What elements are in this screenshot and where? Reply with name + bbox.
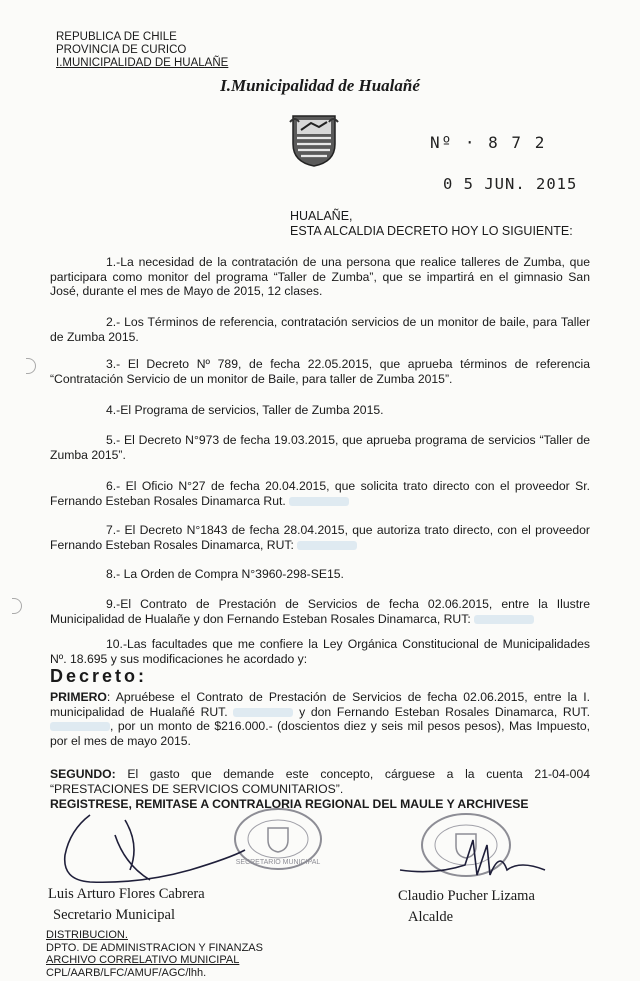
- consideration-10: 10.-Las facultades que me confiere la Ley Orgánica Constitucional de Municipalidades Nº. 18.695 y sus modificaciones he acordado y:: [50, 637, 590, 666]
- header-country: REPUBLICA DE CHILE: [56, 31, 177, 43]
- redacted-rut: [50, 722, 110, 731]
- consideration-4: 4.-El Programa de servicios, Taller de Zumba 2015.: [106, 403, 384, 417]
- punch-hole-mark: [12, 598, 22, 614]
- header-province: PROVINCIA DE CURICO: [56, 44, 187, 56]
- redacted-rut: [233, 708, 293, 717]
- consideration-7: 7.- El Decreto N°1843 de fecha 28.04.2015, que autoriza trato directo, con el proveedor Fernando Esteban Rosales Dinamarca, RUT:: [50, 523, 590, 552]
- decree-number: Nº · 8 7 2: [430, 133, 547, 152]
- consideration-5: 5.- El Decreto N°973 de fecha 19.03.2015, que aprueba programa de servicios “Taller de Zumba 2015”.: [50, 433, 590, 462]
- distribution-line: ARCHIVO CORRELATIVO MUNICIPAL: [46, 954, 240, 966]
- letterhead: [56, 31, 228, 70]
- distribution-title: DISTRIBUCION.: [46, 929, 128, 941]
- document-title: I.Municipalidad de Hualañé: [220, 76, 420, 95]
- header-municipality: I.MUNICIPALIDAD DE HUALAÑE: [56, 57, 229, 69]
- decreto-heading: Decreto:: [50, 666, 148, 686]
- consideration-9: 9.-El Contrato de Prestación de Servicios de fecha 02.06.2015, entre la Ilustre Municipalidad de Hualañe y don Fernando Esteban Rosales Dinamarca, RUT:: [50, 597, 590, 626]
- coat-of-arms-icon: [289, 112, 339, 168]
- distribution-line: DPTO. DE ADMINISTRACION Y FINANZAS: [46, 941, 263, 954]
- redacted-rut: [289, 497, 349, 506]
- consideration-6: 6.- El Oficio N°27 de fecha 20.04.2015, que solicita trato directo con el proveedor Sr. Fernando Esteban Rosales Dinamarca Rut.: [50, 479, 590, 508]
- preamble: ESTA ALCALDIA DECRETO HOY LO SIGUIENTE:: [290, 224, 573, 238]
- article-segundo: SEGUNDO: El gasto que demande este concepto, cárguese a la cuenta 21-04-004 “PRESTACIONES DE SERVICIOS COMUNITARIOS”.: [50, 767, 590, 796]
- article-primero: PRIMERO: Apruébese el Contrato de Prestación de Servicios de fecha 02.06.2015, entre la I. municipalidad de Hualañé RUT. y don Fernando Esteban Rosales Dinamarca, RUT. , por un monto de $216.000.- (doscientos diez y seis mil pesos pesos), Mas Impuesto, por el mes de mayo 2015.: [50, 690, 590, 748]
- closing-line: REGISTRESE, REMITASE A CONTRALORIA REGIONAL DEL MAULE Y ARCHIVESE: [50, 797, 529, 811]
- redacted-rut: [297, 541, 357, 550]
- consideration-8: 8.- La Orden de Compra N°3960-298-SE15.: [106, 567, 344, 581]
- redacted-rut: [474, 615, 534, 624]
- consideration-1: 1.-La necesidad de la contratación de una persona que realice talleres de Zumba, que participara como monitor del programa “Taller de Zumba”, que se impartirá en el gimnasio San José, durante el mes de Mayo de 2015, 12 clases.: [50, 255, 590, 298]
- place-line: [290, 209, 573, 239]
- distribution-block: [46, 929, 263, 979]
- consideration-3: 3.- El Decreto Nº 789, de fecha 22.05.2015, que aprueba términos de referencia “Contratación Servicio de un monitor de Baile, para taller de Zumba 2015”.: [50, 357, 590, 386]
- signatory-left-name: Luis Arturo Flores Cabrera: [48, 886, 205, 902]
- date-stamp: 0 5 JUN. 2015: [443, 175, 578, 193]
- signature-left-icon: [30, 810, 260, 895]
- stamp-text: SECRETARIO MUNICIPAL: [235, 859, 321, 866]
- consideration-2: 2.- Los Términos de referencia, contratación servicios de un monitor de baile, para Taller de Zumba 2015.: [50, 315, 590, 344]
- primero-label: PRIMERO: [50, 690, 107, 704]
- place-name: HUALAÑE,: [290, 209, 353, 223]
- signatory-right-role: Alcalde: [408, 909, 454, 925]
- punch-hole-mark: [26, 358, 36, 374]
- signatory-left-role: Secretario Municipal: [53, 907, 175, 923]
- segundo-label: SEGUNDO:: [50, 767, 116, 781]
- distribution-initials: CPL/AARB/LFC/AMUF/AGC/lhh.: [46, 966, 207, 979]
- signatory-right-name: Claudio Pucher Lizama: [398, 888, 535, 904]
- signature-right-icon: [395, 830, 555, 890]
